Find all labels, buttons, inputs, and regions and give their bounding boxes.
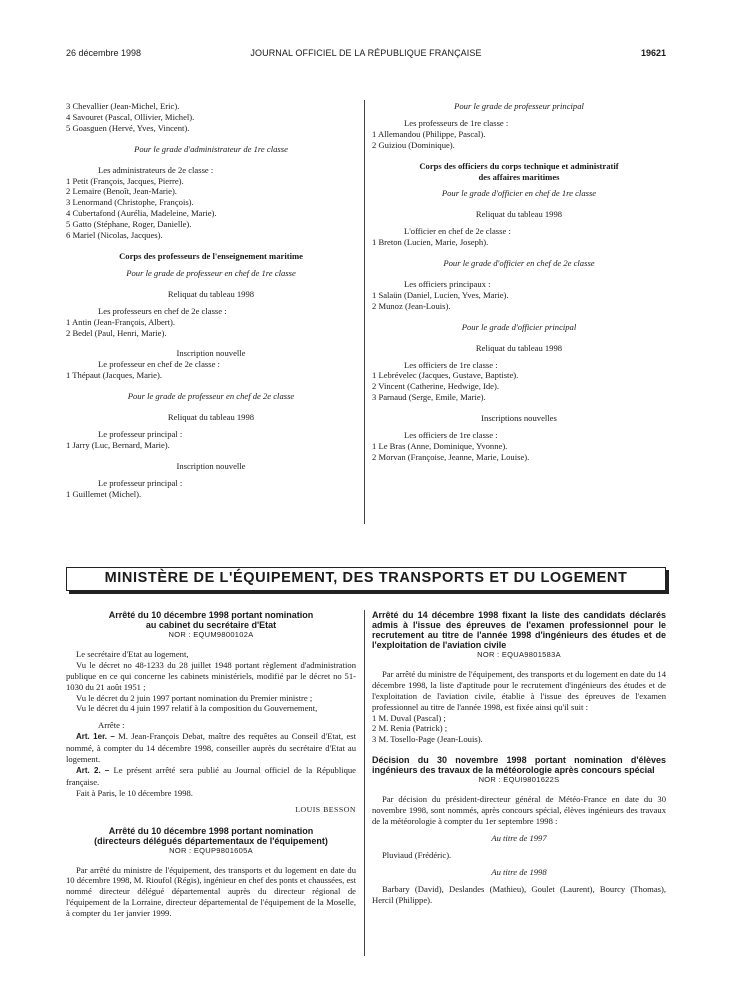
list-item: 1 Allemandou (Philippe, Pascal).	[372, 128, 486, 139]
paragraph: Le secrétaire d'Etat au logement,	[76, 648, 189, 659]
list-item: 1 Breton (Lucien, Marie, Joseph).	[372, 237, 489, 248]
header-date: 26 décembre 1998	[66, 48, 142, 58]
paragraph: Vu le décret no 48-1233 du 28 juillet 1948 portant règlement d'administration publique en ce qui concerne les cabinets ministériels, modifié par le décret no 51-1030 du 21 août 1951 ;	[66, 659, 356, 692]
ministry-band: MINISTÈRE DE L'ÉQUIPEMENT, DES TRANSPORTS ET DU LOGEMENT	[66, 567, 666, 591]
paragraph: Barbary (David), Deslandes (Mathieu), Goulet (Laurent), Bourcy (Thomas), Hercil (Philippe).	[372, 883, 666, 905]
section-heading: des affaires maritimes	[478, 171, 560, 182]
section-subtitle: Pour le grade d'administrateur de 1re classe	[134, 143, 288, 154]
list-item: 1 Thépaut (Jacques, Marie).	[66, 370, 163, 381]
section-subtitle: Pour le grade de professeur principal	[454, 101, 584, 111]
spacer	[66, 134, 356, 144]
spacer	[66, 381, 356, 391]
act-title: Arrêté du 14 décembre 1998 fixant la liste des candidats déclarés admis à l'issue des épreuves de l'examen professionnel pour le recrutement au titre de l'année 1998 d'ingénieurs des études et de l'exploitation de l'aviation civile	[372, 610, 666, 650]
spacer	[66, 816, 356, 826]
paragraph: Fait à Paris, le 10 décembre 1998.	[76, 787, 193, 798]
spacer	[66, 402, 356, 412]
section-label: Reliquat du tableau 1998	[475, 209, 563, 220]
spacer	[372, 269, 666, 279]
section-subtitle: Au titre de 1997	[491, 832, 547, 843]
article-number: Art. 2. –	[76, 765, 110, 775]
spacer	[372, 745, 666, 755]
spacer	[372, 151, 666, 161]
list-item: 2 Bedel (Paul, Henri, Marie).	[66, 327, 167, 338]
spacer	[66, 451, 356, 461]
list-intro: Les administrateurs de 2e classe :	[98, 164, 214, 175]
section-subtitle: Pour le grade d'officier principal	[461, 321, 577, 332]
spacer	[372, 403, 666, 413]
list-item: 1 Le Bras (Anne, Dominique, Yvonne).	[372, 440, 508, 451]
article	[66, 731, 356, 765]
list-item: 1 M. Duval (Pascal) ;	[372, 712, 446, 723]
article-number: Art. 1er. –	[76, 732, 115, 742]
paragraph: Par arrêté du ministre de l'équipement, des transports et du logement en date du 14 décembre 1998, la liste d'aptitude pour le recrutement d'ingénieurs des études et de l'exploitation de l'aviation civile, établie à l'issue des épreuves de l'examen professionnel au titre de l'année 1998, est fixée ainsi qu'il suit :	[372, 668, 666, 712]
list-item: 2 M. Renia (Patrick) ;	[372, 723, 448, 734]
section-heading: Corps des professeurs de l'enseignement maritime	[119, 250, 303, 261]
list-intro: L'officier en chef de 2e classe :	[404, 226, 511, 237]
nor-reference: NOR : EQUM9800102A	[168, 630, 254, 639]
list-item: 2 Guiziou (Dominique).	[372, 139, 455, 150]
column-divider-top	[364, 100, 365, 524]
paragraph: Pluviaud (Frédéric).	[382, 849, 452, 860]
list-item: 3 Chevallier (Jean-Michel, Eric).	[66, 101, 180, 111]
act-title: Arrêté du 10 décembre 1998 portant nomination	[108, 610, 314, 620]
list-item: 1 Antin (Jean-François, Albert).	[66, 316, 176, 327]
act-title: (directeurs délégués départementaux de l'équipement)	[94, 835, 328, 846]
section-label: Reliquat du tableau 1998	[167, 288, 255, 299]
paragraph: Vu le décret du 4 juin 1997 relatif à la composition du Gouvernement,	[76, 703, 318, 714]
list-item: 2 Munoz (Jean-Louis).	[372, 300, 451, 311]
top-left-column	[66, 101, 356, 499]
list-intro: Arrête :	[98, 720, 125, 731]
section-subtitle: Au titre de 1998	[491, 866, 547, 877]
paragraph: Par décision du président-directeur général de Météo-France en date du 30 novembre 1998, sont nommés, après concours spécial, élèves ingénieurs des travaux de la météorologie à compter du 1er septembre 1998 :	[372, 794, 666, 826]
section-label: Reliquat du tableau 1998	[475, 342, 563, 353]
article-text: Le présent arrêté sera publié au Journal officiel de la République française.	[66, 764, 356, 787]
list-item: 2 Lemaire (Benoît, Jean-Marie).	[66, 186, 177, 197]
spacer	[372, 333, 666, 343]
spacer	[372, 199, 666, 209]
list-item: 3 Lenormand (Christophe, François).	[66, 197, 194, 208]
list-item: 2 Vincent (Catherine, Hedwige, Ide).	[372, 381, 499, 392]
list-item: 3 M. Tosello-Page (Jean-Louis).	[372, 734, 483, 745]
nor-reference: NOR : EQUA9801583A	[477, 650, 561, 659]
column-divider-bottom	[364, 610, 365, 956]
spacer	[66, 279, 356, 289]
signature: LOUIS BESSON	[295, 804, 356, 814]
article-text: M. Jean-François Debat, maître des requêtes au Conseil d'Etat, est nommé, à compter du 14 décembre 1998, conseiller auprès du secrétaire d'Etat au logement.	[66, 731, 356, 765]
list-item: 5 Gatto (Stéphane, Roger, Danielle).	[66, 219, 192, 230]
list-item: 1 Petit (François, Jacques, Pierre).	[66, 175, 184, 186]
list-item: 1 Salaün (Daniel, Lucien, Yves, Marie).	[372, 289, 509, 300]
article	[66, 765, 356, 788]
paragraph: Par arrêté du ministre de l'équipement, des transports et du logement en date du 10 décembre 1998, M. Rioufol (Régis), ingénieur en chef des ponts et chaussées, est nommé directeur délégué départemental auprès du directeur régional de l'équipement de la Lorraine, directeur départemental de l'équipement de la Moselle, à compter du 1er janvier 1999.	[66, 864, 356, 919]
bottom-right-column	[372, 610, 666, 905]
list-item: 1 Guillemet (Michel).	[66, 488, 142, 499]
nor-reference: NOR : EQUP9801605A	[169, 845, 253, 855]
nor-reference: NOR : EQUI9801622S	[478, 775, 560, 785]
list-item: 2 Morvan (Françoise, Jeanne, Marie, Louise).	[372, 451, 530, 462]
list-intro: Le professeur en chef de 2e classe :	[98, 359, 220, 370]
list-intro: Le professeur principal :	[98, 428, 183, 439]
act-title: Arrêté du 10 décembre 1998 portant nomination	[108, 825, 314, 836]
top-right-column	[372, 101, 666, 463]
list-intro: Les officiers de 1re classe :	[404, 359, 498, 370]
spacer	[66, 155, 356, 165]
list-intro: Les officiers principaux :	[404, 278, 491, 289]
section-label: Inscription nouvelle	[176, 460, 246, 471]
section-label: Inscriptions nouvelles	[481, 413, 557, 424]
list-intro: Le professeur principal :	[98, 477, 183, 488]
act-title: au cabinet du secrétaire d'Etat	[145, 620, 277, 630]
section-subtitle: Pour le grade d'officier en chef de 1re classe	[441, 188, 597, 199]
list-item: 5 Goasguen (Hervé, Yves, Vincent).	[66, 122, 190, 133]
paragraph: Vu le décret du 2 juin 1997 portant nomination du Premier ministre ;	[76, 692, 313, 703]
section-label: Inscription nouvelle	[176, 348, 246, 359]
spacer	[372, 312, 666, 322]
list-intro: Les officiers de 1re classe :	[404, 430, 498, 441]
header-title: JOURNAL OFFICIEL DE LA RÉPUBLIQUE FRANÇAISE	[250, 48, 482, 58]
header-page-number: 19621	[640, 48, 666, 58]
list-item: 1 Lebrévelec (Jacques, Gustave, Baptiste).	[372, 370, 519, 381]
list-intro: Les professeurs de 1re classe :	[404, 117, 509, 128]
list-item: 1 Jarry (Luc, Bernard, Marie).	[66, 439, 170, 450]
list-item: 4 Cubertafond (Aurélia, Madeleine, Marie).	[66, 208, 217, 219]
section-subtitle: Pour le grade de professeur en chef de 1re classe	[126, 267, 296, 278]
spacer	[372, 248, 666, 258]
page-header	[66, 48, 666, 62]
spacer	[66, 241, 356, 251]
bottom-left-column	[66, 610, 356, 919]
list-item: 3 Parnaud (Serge, Emile, Marie).	[372, 392, 486, 403]
section-subtitle: Pour le grade d'officier en chef de 2e classe	[443, 258, 595, 269]
section-heading: Corps des officiers du corps technique et administratif	[419, 160, 619, 171]
list-intro: Les professeurs en chef de 2e classe :	[98, 305, 227, 316]
act-title: Décision du 30 novembre 1998 portant nomination d'élèves ingénieurs des travaux de la météorologie après concours spécial	[372, 755, 666, 776]
spacer	[66, 338, 356, 348]
section-label: Reliquat du tableau 1998	[167, 412, 255, 423]
list-item: 4 Savouret (Pascal, Ollivier, Michel).	[66, 111, 195, 122]
list-item: 6 Mariel (Nicolas, Jacques).	[66, 230, 163, 241]
section-subtitle: Pour le grade de professeur en chef de 2e classe	[127, 391, 295, 402]
